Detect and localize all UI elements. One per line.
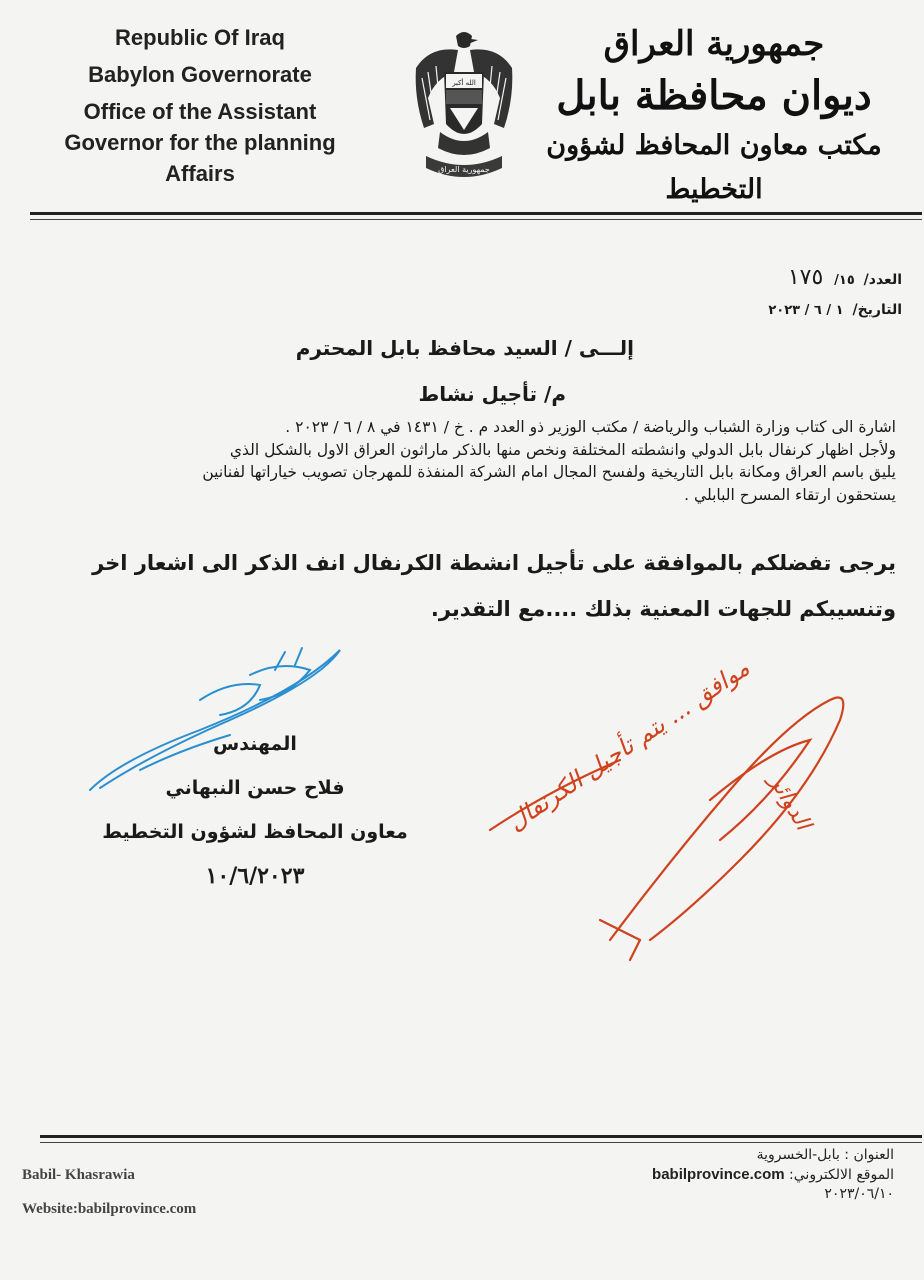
addressee: إلـــى / السيد محافظ بابل المحترم (295, 336, 634, 360)
body-line: اشارة الى كتاب وزارة الشباب والرياضة / مكتب الوزير ذو العدد م . خ / ١٤٣١ في ٨ / ٦ / ٢٠٢٣ . (285, 418, 896, 436)
signature-date: ١٠/٦/٢٠٢٣ (205, 863, 305, 889)
header-english-line: Republic Of Iraq (115, 25, 285, 50)
header-divider-thin (30, 219, 922, 220)
iraq-emblem-icon (410, 28, 518, 188)
footer-website-link[interactable]: babilprovince.com (652, 1166, 785, 1183)
footer-date: ٢٠٢٣/٠٦/١٠ (824, 1186, 894, 1202)
footer-divider-thin (40, 1142, 922, 1143)
footer-website-label: الموقع الالكتروني: (789, 1167, 894, 1183)
header-english-line: Office of the Assistant (83, 99, 317, 124)
reference-number-label: العدد/ (863, 272, 902, 288)
body-line: ولأجل اظهار كرنفال بابل الدولي وانشطته المختلفة ونخص منها بالذكر ماراثون العراق الاول بالشكل الذي (229, 440, 896, 459)
handwritten-side-note: الدوائر (764, 770, 816, 835)
header-english-line: Babylon Governorate (88, 62, 312, 87)
footer-website-en: Website:babilprovince.com (22, 1201, 197, 1217)
reference-number-row (702, 262, 902, 294)
footer-arabic (564, 1146, 894, 1204)
header-arabic-office: مكتب معاون المحافظ لشؤون التخطيط (546, 130, 882, 205)
header-arabic (524, 20, 904, 212)
header-arabic-republic: جمهورية العراق (603, 24, 825, 64)
body-line: يستحقون ارتقاء المسرح البابلي . (684, 485, 896, 504)
footer-website-ar (564, 1165, 894, 1185)
letter-body (36, 416, 896, 506)
footer-english (22, 1158, 196, 1226)
header-english-line: Affairs (165, 161, 235, 186)
request-line: يرجى تفضلكم بالموافقة على تأجيل انشطة الكرنفال انف الذكر الى اشعار اخر (92, 551, 896, 575)
body-line: يليق باسم العراق ومكانة بابل التاريخية ولفسح المجال امام الشركة المنفذة للمهرجان تصويب خياراتها لفنانين (202, 463, 896, 481)
subject-line: م/ تأجيل نشاط (418, 382, 566, 406)
header-divider (30, 212, 922, 215)
request-line: وتنسيبكم للجهات المعنية بذلك ....مع التقدير. (430, 597, 896, 621)
footer-address-ar: العنوان : بابل-الخسروية (756, 1147, 894, 1163)
header-english (40, 22, 360, 189)
reference-date-label: التاريخ/ (852, 302, 902, 318)
header-english-line: Governor for the planning (64, 130, 336, 155)
handwritten-approval-note: موافق ... يتم تأجيل الكرنفال (502, 653, 755, 837)
footer-divider (40, 1135, 922, 1138)
letter-request (26, 540, 896, 632)
emblem-caption: جمهورية العراق (438, 165, 490, 174)
reference-number-value: ١٧٥ (787, 265, 824, 290)
red-signature-icon (470, 640, 860, 970)
signature-block (90, 722, 420, 898)
signer-name: فلاح حسن النبهاني (165, 777, 345, 799)
reference-date-row (702, 294, 902, 326)
emblem-shield-text: الله أكبر (452, 79, 476, 87)
footer-address-en: Babil- Khasrawia (22, 1167, 135, 1183)
header-arabic-governorate: ديوان محافظة بابل (556, 72, 872, 119)
reference-date-value: ١ / ٦ / ٢٠٢٣ (768, 303, 844, 318)
signer-title: المهندس (213, 733, 297, 755)
reference-block (702, 262, 902, 326)
signer-position: معاون المحافظ لشؤون التخطيط (102, 821, 408, 843)
reference-number-prefix: ١٥/ (834, 273, 855, 288)
